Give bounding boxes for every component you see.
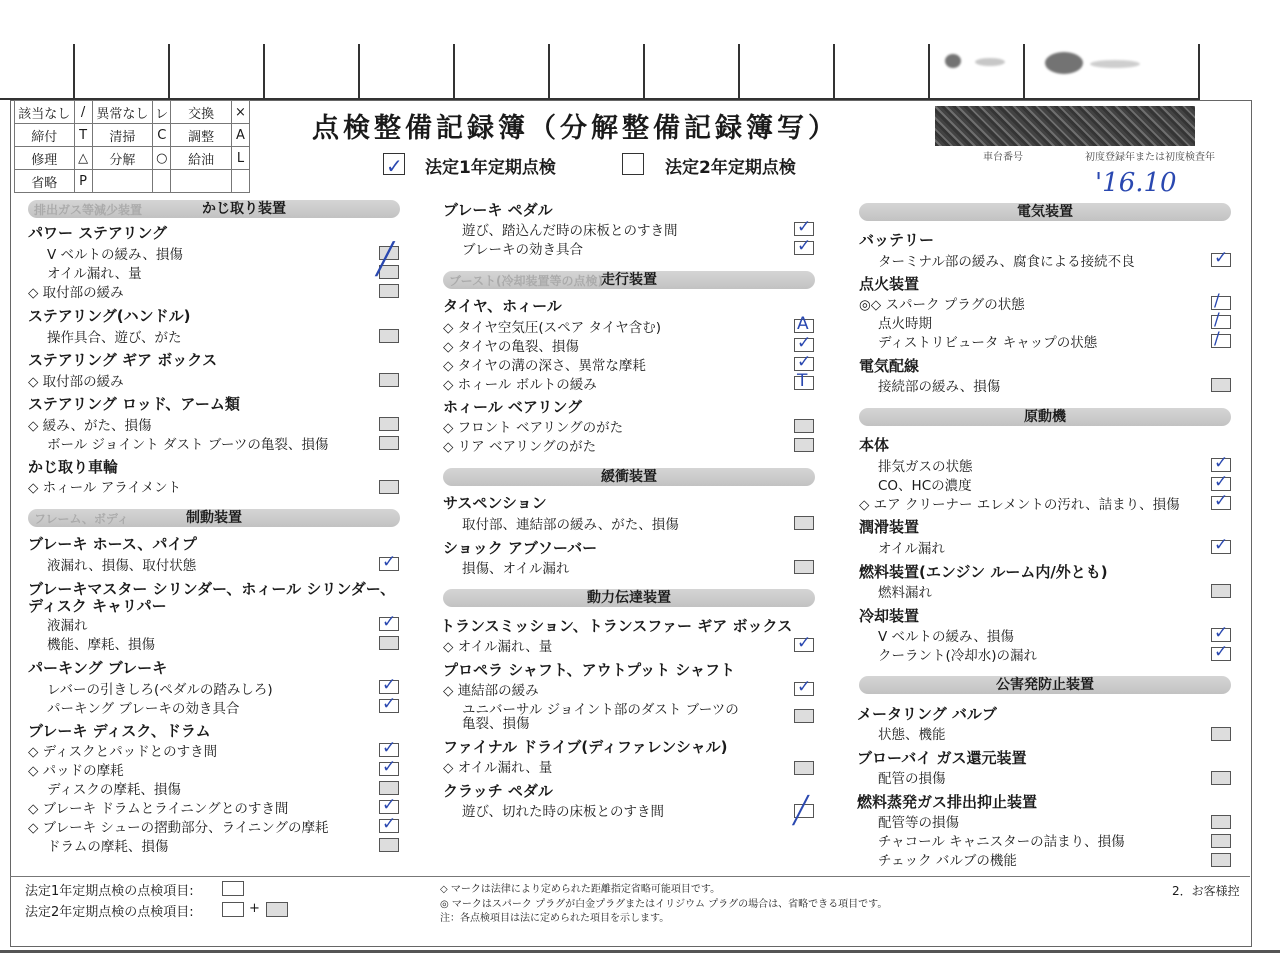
check-mark-icon: ✓ xyxy=(1214,453,1229,473)
item-checkbox[interactable] xyxy=(379,417,399,431)
form-title: 点検整備記録簿（分解整備記録簿写） xyxy=(312,113,839,144)
category-brake-hose: ブレーキ ホース、パイプ xyxy=(28,535,197,553)
category-brake-pedal: ブレーキ ペダル xyxy=(443,201,553,219)
section-header-drivetrain xyxy=(443,589,815,607)
page-bottom-edge xyxy=(0,950,1280,953)
legend-cell: 調整 xyxy=(171,124,232,147)
legend-cell: 交換 xyxy=(171,101,232,124)
legend-cell: △ xyxy=(74,147,92,170)
category-wiring: 電気配線 xyxy=(859,357,920,375)
check-item: ◇ エア クリーナー エレメントの汚れ、詰まり、損傷 xyxy=(859,497,1180,513)
check-item: パーキング ブレーキの効き具合 xyxy=(47,701,240,717)
category-shock-absorber: ショック アブソーバー xyxy=(443,539,598,557)
check-item: V ベルトの緩み、損傷 xyxy=(47,247,183,263)
section-title: 公害発防止装置 xyxy=(996,677,1094,693)
section-header-running xyxy=(443,271,815,289)
check-mark-icon: ✓ xyxy=(382,675,397,695)
check-item: ◇ リア ベアリングのがた xyxy=(443,439,597,455)
footnote-double-circle: ◎ マークはスパーク プラグが白金プラグまたはイリジウム プラグの場合は、省略できる項目です。 xyxy=(440,899,888,910)
check-item: ディストリビュータ キャップの状態 xyxy=(878,335,1098,351)
check-item: 取付部、連結部の緩み、がた、損傷 xyxy=(462,517,679,533)
category-fuel-system: 燃料装置(エンジン ルーム内/外とも) xyxy=(859,563,1108,581)
row-divider xyxy=(73,44,75,98)
check-item: ◇ タイヤの溝の深さ、異常な摩耗 xyxy=(443,358,646,374)
item-checkbox[interactable] xyxy=(379,838,399,852)
ink-smudge xyxy=(975,58,1005,66)
check-item: 状態、機能 xyxy=(878,727,946,743)
check-item: ◇ 連結部の緩み xyxy=(443,683,539,699)
check-mark-icon: ✓ xyxy=(1214,491,1229,511)
category-blowby: ブローバイ ガス還元装置 xyxy=(857,749,1027,767)
check-item: ◇ ブレーキ シューの摺動部分、ライニングの摩耗 xyxy=(28,820,329,836)
category-brake-master: ブレーキマスター シリンダー、ホィール シリンダー、 xyxy=(28,580,396,598)
item-checkbox[interactable] xyxy=(794,560,814,574)
section-title: 原動機 xyxy=(1024,409,1066,425)
row-divider xyxy=(548,44,550,98)
item-checkbox[interactable] xyxy=(1211,378,1231,392)
check-mark-icon: ✓ xyxy=(1214,642,1229,662)
check-item: ディスクの摩耗、損傷 xyxy=(47,782,181,798)
check-item: 液漏れ xyxy=(47,618,88,634)
legend-cell: / xyxy=(74,101,92,124)
legend-cell: 分解 xyxy=(92,147,153,170)
check-mark-icon: ✓ xyxy=(382,612,397,632)
category-steering-wheel: かじ取り車輪 xyxy=(28,458,119,476)
check-item: 液漏れ、損傷、取付状態 xyxy=(47,558,197,574)
legend-cell: ○ xyxy=(153,147,171,170)
category-engine-body: 本体 xyxy=(859,436,890,454)
option2-checkbox[interactable] xyxy=(622,153,644,175)
legend-row xyxy=(15,101,250,124)
section-title: 電気装置 xyxy=(1017,204,1073,220)
check-item: 機能、摩耗、損傷 xyxy=(47,637,155,653)
check-item: 操作具合、遊び、がた xyxy=(47,330,182,346)
item-checkbox[interactable] xyxy=(379,636,399,650)
category-final-drive: ファイナル ドライブ(ディファレンシャル) xyxy=(443,738,728,756)
legend-1year-box xyxy=(222,881,244,896)
legend-cell: 修理 xyxy=(15,147,75,170)
row-divider xyxy=(643,44,645,98)
slash-mark-icon: / xyxy=(1214,329,1220,349)
check-mark-icon: ✓ xyxy=(797,333,812,353)
legend-cell: A xyxy=(231,124,249,147)
legend-2year-box-gray xyxy=(266,902,288,917)
row-divider xyxy=(1023,44,1025,98)
slash-mark-icon: ╱ xyxy=(376,242,395,277)
category-brake-master-cont: ディスク キャリパー xyxy=(28,597,167,615)
check-mark-icon: ✓ xyxy=(382,814,397,834)
legend-cell: 締付 xyxy=(15,124,75,147)
item-checkbox[interactable] xyxy=(379,373,399,387)
category-battery: バッテリー xyxy=(859,231,935,249)
option1-checkbox[interactable] xyxy=(383,153,405,178)
category-steering-handle: ステアリング(ハンドル) xyxy=(28,307,191,325)
check-item: ◇ タイヤの亀裂、損傷 xyxy=(443,339,579,355)
check-mark-icon: ✓ xyxy=(382,694,397,714)
section-title: 緩衝装置 xyxy=(601,469,657,485)
check-item: オイル漏れ、量 xyxy=(47,266,142,282)
category-wheel-bearing: ホィール ベアリング xyxy=(443,398,583,416)
item-checkbox[interactable] xyxy=(379,329,399,343)
check-item: チャコール キャニスターの詰まり、損傷 xyxy=(878,834,1125,850)
legend-row xyxy=(15,147,250,170)
category-suspension: サスペンション xyxy=(443,494,547,512)
legend-2year-label: 法定2年定期点検の点検項目: xyxy=(25,905,194,920)
check-item: 接続部の緩み、損傷 xyxy=(878,379,1001,395)
check-item: ◇ ホィール ボルトの緩み xyxy=(443,377,597,393)
check-item: ◇ 取付部の緩み xyxy=(28,285,124,301)
legend-cell: × xyxy=(231,101,249,124)
item-checkbox[interactable] xyxy=(794,438,814,452)
item-checkbox[interactable] xyxy=(794,761,814,775)
legend-cell xyxy=(231,170,249,193)
section-header-suspension xyxy=(443,468,815,486)
check-mark-icon: ✓ xyxy=(382,738,397,758)
redaction-block xyxy=(935,106,1195,146)
ink-smudge xyxy=(1045,52,1083,74)
check-mark-icon: A xyxy=(797,314,809,334)
item-checkbox[interactable] xyxy=(379,284,399,298)
check-mark-icon: ✓ xyxy=(382,552,397,572)
chassis-number-label: 車台番号 xyxy=(983,152,1023,163)
category-steering-rod: ステアリング ロッド、アーム類 xyxy=(28,395,240,413)
check-mark-icon: ✓ xyxy=(382,795,397,815)
faded-header-text: ブースト(冷却装置等の点検) xyxy=(449,274,604,288)
check-item: 損傷、オイル漏れ xyxy=(462,561,570,577)
item-checkbox[interactable] xyxy=(1211,853,1231,867)
ink-smudge xyxy=(1090,60,1140,68)
check-item: CO、HCの濃度 xyxy=(878,478,972,494)
check-mark-icon: ✓ xyxy=(1214,248,1229,268)
section-title: 制動装置 xyxy=(186,510,242,526)
legend-cell: レ xyxy=(153,101,171,124)
check-item: V ベルトの緩み、損傷 xyxy=(878,629,1014,645)
legend-row xyxy=(15,170,250,193)
row-divider xyxy=(168,44,170,98)
slash-mark-icon: ╱ xyxy=(793,796,809,826)
check-item: ◇ オイル漏れ、量 xyxy=(443,760,553,776)
legend-1year-label: 法定1年定期点検の点検項目: xyxy=(25,884,194,899)
check-mark-icon: ✓ xyxy=(797,677,812,697)
category-metering-valve: メータリング バルブ xyxy=(857,705,997,723)
row-divider xyxy=(833,44,835,98)
check-mark-icon: ✓ xyxy=(797,352,812,372)
footer-divider xyxy=(10,876,1250,877)
check-item: クーラント(冷却水)の漏れ xyxy=(878,648,1038,664)
check-item: 配管等の損傷 xyxy=(878,815,959,831)
item-checkbox[interactable] xyxy=(379,480,399,494)
category-cooling: 冷却装置 xyxy=(859,607,920,625)
faded-header-text: 排出ガス等減少装置 xyxy=(34,203,143,217)
check-item: チェック バルブの機能 xyxy=(878,853,1017,869)
check-item: ◇ パッドの摩耗 xyxy=(28,763,124,779)
footnote-diamond: ◇ マークは法律により定められた距離指定省略可能項目です。 xyxy=(440,884,721,895)
legend-cell: 異常なし xyxy=(92,101,153,124)
row-divider xyxy=(358,44,360,98)
legend-cell xyxy=(92,170,153,193)
first-registration-label: 初度登録年または初度検査年 xyxy=(1085,152,1215,163)
handwritten-date: '16.10 xyxy=(1095,168,1177,198)
check-item: ◇ 取付部の緩み xyxy=(28,374,124,390)
check-item: ◇ ディスクとパッドとのすき間 xyxy=(28,744,218,760)
row-divider xyxy=(453,44,455,98)
legend-cell xyxy=(153,170,171,193)
section-title: かじ取り装置 xyxy=(202,201,286,217)
legend-cell: 清掃 xyxy=(92,124,153,147)
section-header-steering xyxy=(28,200,400,218)
check-mark-icon: ✓ xyxy=(1214,472,1229,492)
page-top-margin xyxy=(0,0,1280,44)
item-checkbox[interactable] xyxy=(1211,834,1231,848)
category-lubrication: 潤滑装置 xyxy=(859,518,920,536)
category-parking-brake: パーキング ブレーキ xyxy=(28,659,168,677)
category-power-steering: パワー ステアリング xyxy=(28,224,168,242)
footnote-general: 注：各点検項目は法に定められた項目を示します。 xyxy=(440,913,670,924)
check-mark-icon: ✓ xyxy=(797,633,812,653)
legend-plus: + xyxy=(249,901,260,916)
legend-cell: L xyxy=(231,147,249,170)
check-mark-icon: ✓ xyxy=(797,217,812,237)
section-title: 走行装置 xyxy=(601,272,657,288)
legend-cell: T xyxy=(74,124,92,147)
check-item: 排気ガスの状態 xyxy=(878,459,973,475)
option1-label: 法定1年定期点検 xyxy=(425,158,556,178)
check-item: 配管の損傷 xyxy=(878,771,946,787)
row-divider xyxy=(263,44,265,98)
check-item: 遊び、切れた時の床板とのすき間 xyxy=(462,804,664,820)
legend-cell: 給油 xyxy=(171,147,232,170)
category-gearbox: ステアリング ギア ボックス xyxy=(28,351,218,369)
registration-corner xyxy=(935,104,1215,163)
check-mark-icon: ✓ xyxy=(1214,623,1229,643)
category-brake-disc: ブレーキ ディスク、ドラム xyxy=(28,722,211,740)
customer-copy-label: 2．お客様控 xyxy=(1172,884,1240,898)
faded-header-text: フレーム、ボディ xyxy=(34,512,129,526)
legend-2year-box-white xyxy=(222,902,244,917)
category-transmission: トランスミッション、トランスファー ギア ボックス xyxy=(440,617,793,635)
category-tire: タイヤ、ホィール xyxy=(443,297,562,315)
check-item: ◇ 緩み、がた、損傷 xyxy=(28,418,152,434)
item-checkbox[interactable] xyxy=(1211,584,1231,598)
category-evaporative: 燃料蒸発ガス排出抑止装置 xyxy=(857,793,1038,811)
check-mark-icon: ✓ xyxy=(382,757,397,777)
section-header-brake xyxy=(28,509,400,527)
legend-cell: 省略 xyxy=(15,170,75,193)
check-item: 遊び、踏込んだ時の床板とのすき間 xyxy=(462,223,678,239)
item-checkbox[interactable] xyxy=(794,709,814,723)
check-item: ◇ ホィール アライメント xyxy=(28,480,182,496)
check-item: ドラムの摩耗、損傷 xyxy=(47,839,169,855)
item-checkbox[interactable] xyxy=(379,781,399,795)
check-item: ブレーキの効き具合 xyxy=(462,242,583,258)
check-item: ユニバーサル ジョイント部のダスト ブーツの xyxy=(462,702,739,718)
check-item: 点火時期 xyxy=(878,316,932,332)
check-mark-icon: T xyxy=(797,371,808,391)
check-item: ターミナル部の緩み、腐食による接続不良 xyxy=(878,254,1135,270)
check-item: ボール ジョイント ダスト ブーツの亀裂、損傷 xyxy=(47,437,329,453)
check-mark-icon: ✓ xyxy=(386,154,403,178)
check-item: ◇ フロント ベアリングのがた xyxy=(443,420,624,436)
category-clutch-pedal: クラッチ ペダル xyxy=(443,782,553,800)
check-mark-icon: ✓ xyxy=(1214,535,1229,555)
row-divider xyxy=(738,44,740,98)
section-header-electrical xyxy=(859,203,1231,221)
check-item: 燃料漏れ xyxy=(878,585,932,601)
check-item: ◇ ブレーキ ドラムとライニングとのすき間 xyxy=(28,801,289,817)
item-checkbox[interactable] xyxy=(794,516,814,530)
item-checkbox[interactable] xyxy=(1211,727,1231,741)
item-checkbox[interactable] xyxy=(379,436,399,450)
ink-smudge xyxy=(945,54,961,68)
category-ignition: 点火装置 xyxy=(859,275,920,293)
check-item: ◎◇ スパーク プラグの状態 xyxy=(859,297,1025,313)
check-item: ◇ オイル漏れ、量 xyxy=(443,639,553,655)
item-checkbox[interactable] xyxy=(1211,771,1231,785)
check-mark-icon: ✓ xyxy=(797,236,812,256)
check-item: オイル漏れ xyxy=(878,541,945,557)
symbol-legend-table xyxy=(14,100,250,193)
legend-cell: C xyxy=(153,124,171,147)
section-title: 動力伝達装置 xyxy=(587,590,671,606)
option2-label: 法定2年定期点検 xyxy=(665,158,796,178)
legend-row xyxy=(15,124,250,147)
slash-mark-icon: / xyxy=(1214,291,1220,311)
check-item: レバーの引きしろ(ペダルの踏みしろ) xyxy=(47,682,273,698)
slash-mark-icon: / xyxy=(1214,310,1220,330)
legend-cell: 該当なし xyxy=(15,101,75,124)
check-item: ◇ タイヤ空気圧(スペア タイヤ含む) xyxy=(443,320,661,336)
item-checkbox[interactable] xyxy=(794,419,814,433)
category-propeller-shaft: プロペラ シャフト、アウトプット シャフト xyxy=(443,661,735,679)
top-record-row xyxy=(0,44,1200,100)
section-header-engine xyxy=(859,408,1231,426)
check-item: 亀裂、損傷 xyxy=(462,716,530,732)
legend-cell: P xyxy=(74,170,92,193)
row-divider xyxy=(928,44,930,98)
legend-cell xyxy=(171,170,232,193)
section-header-emission xyxy=(859,676,1231,694)
item-checkbox[interactable] xyxy=(1211,815,1231,829)
row-divider xyxy=(1198,44,1200,98)
